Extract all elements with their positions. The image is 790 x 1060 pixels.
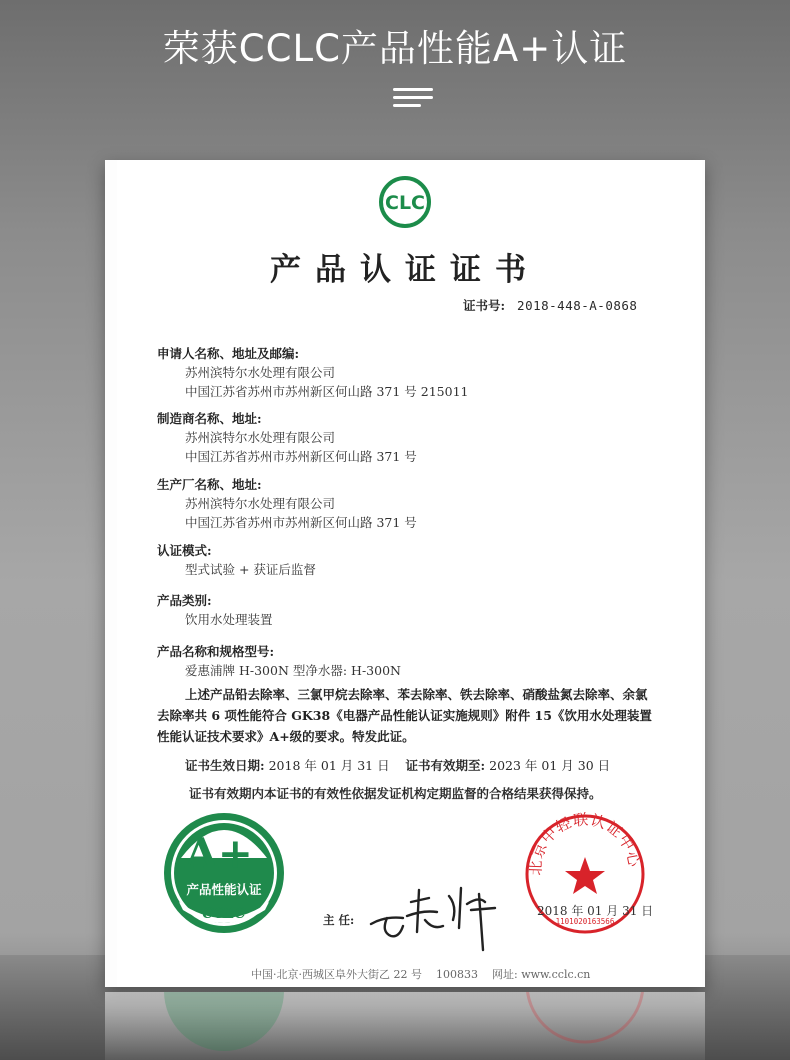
- svg-text:北京中轻联认证中心: 北京中轻联认证中心: [526, 812, 644, 876]
- section-heading: 产品类别:: [157, 593, 212, 608]
- seal-reflection-icon: [523, 992, 647, 1046]
- section-line: 中国江苏省苏州市苏州新区何山路 371 号: [185, 449, 417, 464]
- product-section: [157, 642, 401, 680]
- validity-maintenance-note: 证书有效期内本证书的有效性依据发证机构定期监督的合格结果获得保持。: [189, 786, 602, 801]
- svg-text:A+: A+: [185, 829, 253, 878]
- validity-dates: [185, 756, 610, 774]
- certificate-body-text: 上述产品铅去除率、三氯甲烷去除率、苯去除率、铁去除率、硝酸盐氮去除率、余氯去除率共 6 项性能符合 GK38《电器产品性能认证实施规则》附件 15《饮用水处理装置性能认证技术要求》A+级的要求。特发此证。: [157, 687, 652, 744]
- section-line: 型式试验 + 获证后监督: [185, 562, 316, 577]
- category-section: [157, 591, 273, 629]
- certificate-reflection: [105, 992, 705, 1060]
- section-line: 苏州滨特尔水处理有限公司: [185, 430, 336, 445]
- svg-text:产品性能认证: 产品性能认证: [186, 882, 262, 897]
- section-heading: 产品名称和规格型号:: [157, 644, 275, 659]
- director-label: 主 任:: [323, 913, 355, 927]
- seal-date: 2018 年 01 月 31 日: [537, 904, 654, 918]
- director-signature-icon: [367, 866, 507, 952]
- manufacturer-section: [157, 409, 417, 466]
- applicant-section: [157, 344, 469, 401]
- footer-web-label: 网址:: [491, 968, 518, 981]
- certificate-number: [463, 296, 637, 314]
- certificate-number-label: 证书号:: [463, 298, 506, 313]
- section-heading: 认证模式:: [157, 543, 212, 558]
- section-heading: 申请人名称、地址及邮编:: [157, 346, 300, 361]
- clc-logo-icon: [377, 174, 433, 230]
- issue-date: 2018 年 01 月 31 日: [268, 758, 390, 773]
- section-line: 中国江苏省苏州市苏州新区何山路 371 号 215011: [185, 384, 469, 399]
- badge-reflection-icon: [161, 992, 287, 1054]
- footer-postcode: 100833: [435, 968, 478, 981]
- aplus-certification-badge-icon: [161, 810, 287, 936]
- certificate-title: 产品认证证书: [270, 252, 540, 288]
- mode-section: [157, 541, 316, 579]
- footer-address: 中国·北京·西城区阜外大街乙 22 号: [251, 968, 422, 981]
- section-line: 苏州滨特尔水处理有限公司: [185, 496, 336, 511]
- certificate-number-value: 2018-448-A-0868: [517, 298, 638, 313]
- certificate-footer: [251, 966, 590, 982]
- factory-section: [157, 475, 417, 532]
- svg-text:1101020163566: 1101020163566: [555, 917, 615, 926]
- section-line: 苏州滨特尔水处理有限公司: [185, 365, 336, 380]
- issue-date-label: 证书生效日期:: [185, 758, 265, 773]
- expiry-date: 2023 年 01 月 30 日: [489, 758, 611, 773]
- footer-web: www.cclc.cn: [521, 968, 591, 981]
- section-heading: 制造商名称、地址:: [157, 411, 262, 426]
- section-heading: 生产厂名称、地址:: [157, 477, 262, 492]
- svg-text:CLC: CLC: [385, 192, 425, 214]
- section-line: 饮用水处理装置: [185, 612, 273, 627]
- menu-lines-icon: [393, 86, 433, 110]
- expiry-date-label: 证书有效期至:: [405, 758, 486, 773]
- svg-text:CCLC: CCLC: [202, 906, 246, 922]
- section-line: 爱惠浦牌 H-300N 型净水器: H-300N: [185, 663, 401, 678]
- certificate-document: [105, 160, 705, 987]
- page-headline: 荣获CCLC产品性能A+认证: [162, 27, 628, 70]
- section-line: 中国江苏省苏州市苏州新区何山路 371 号: [185, 515, 417, 530]
